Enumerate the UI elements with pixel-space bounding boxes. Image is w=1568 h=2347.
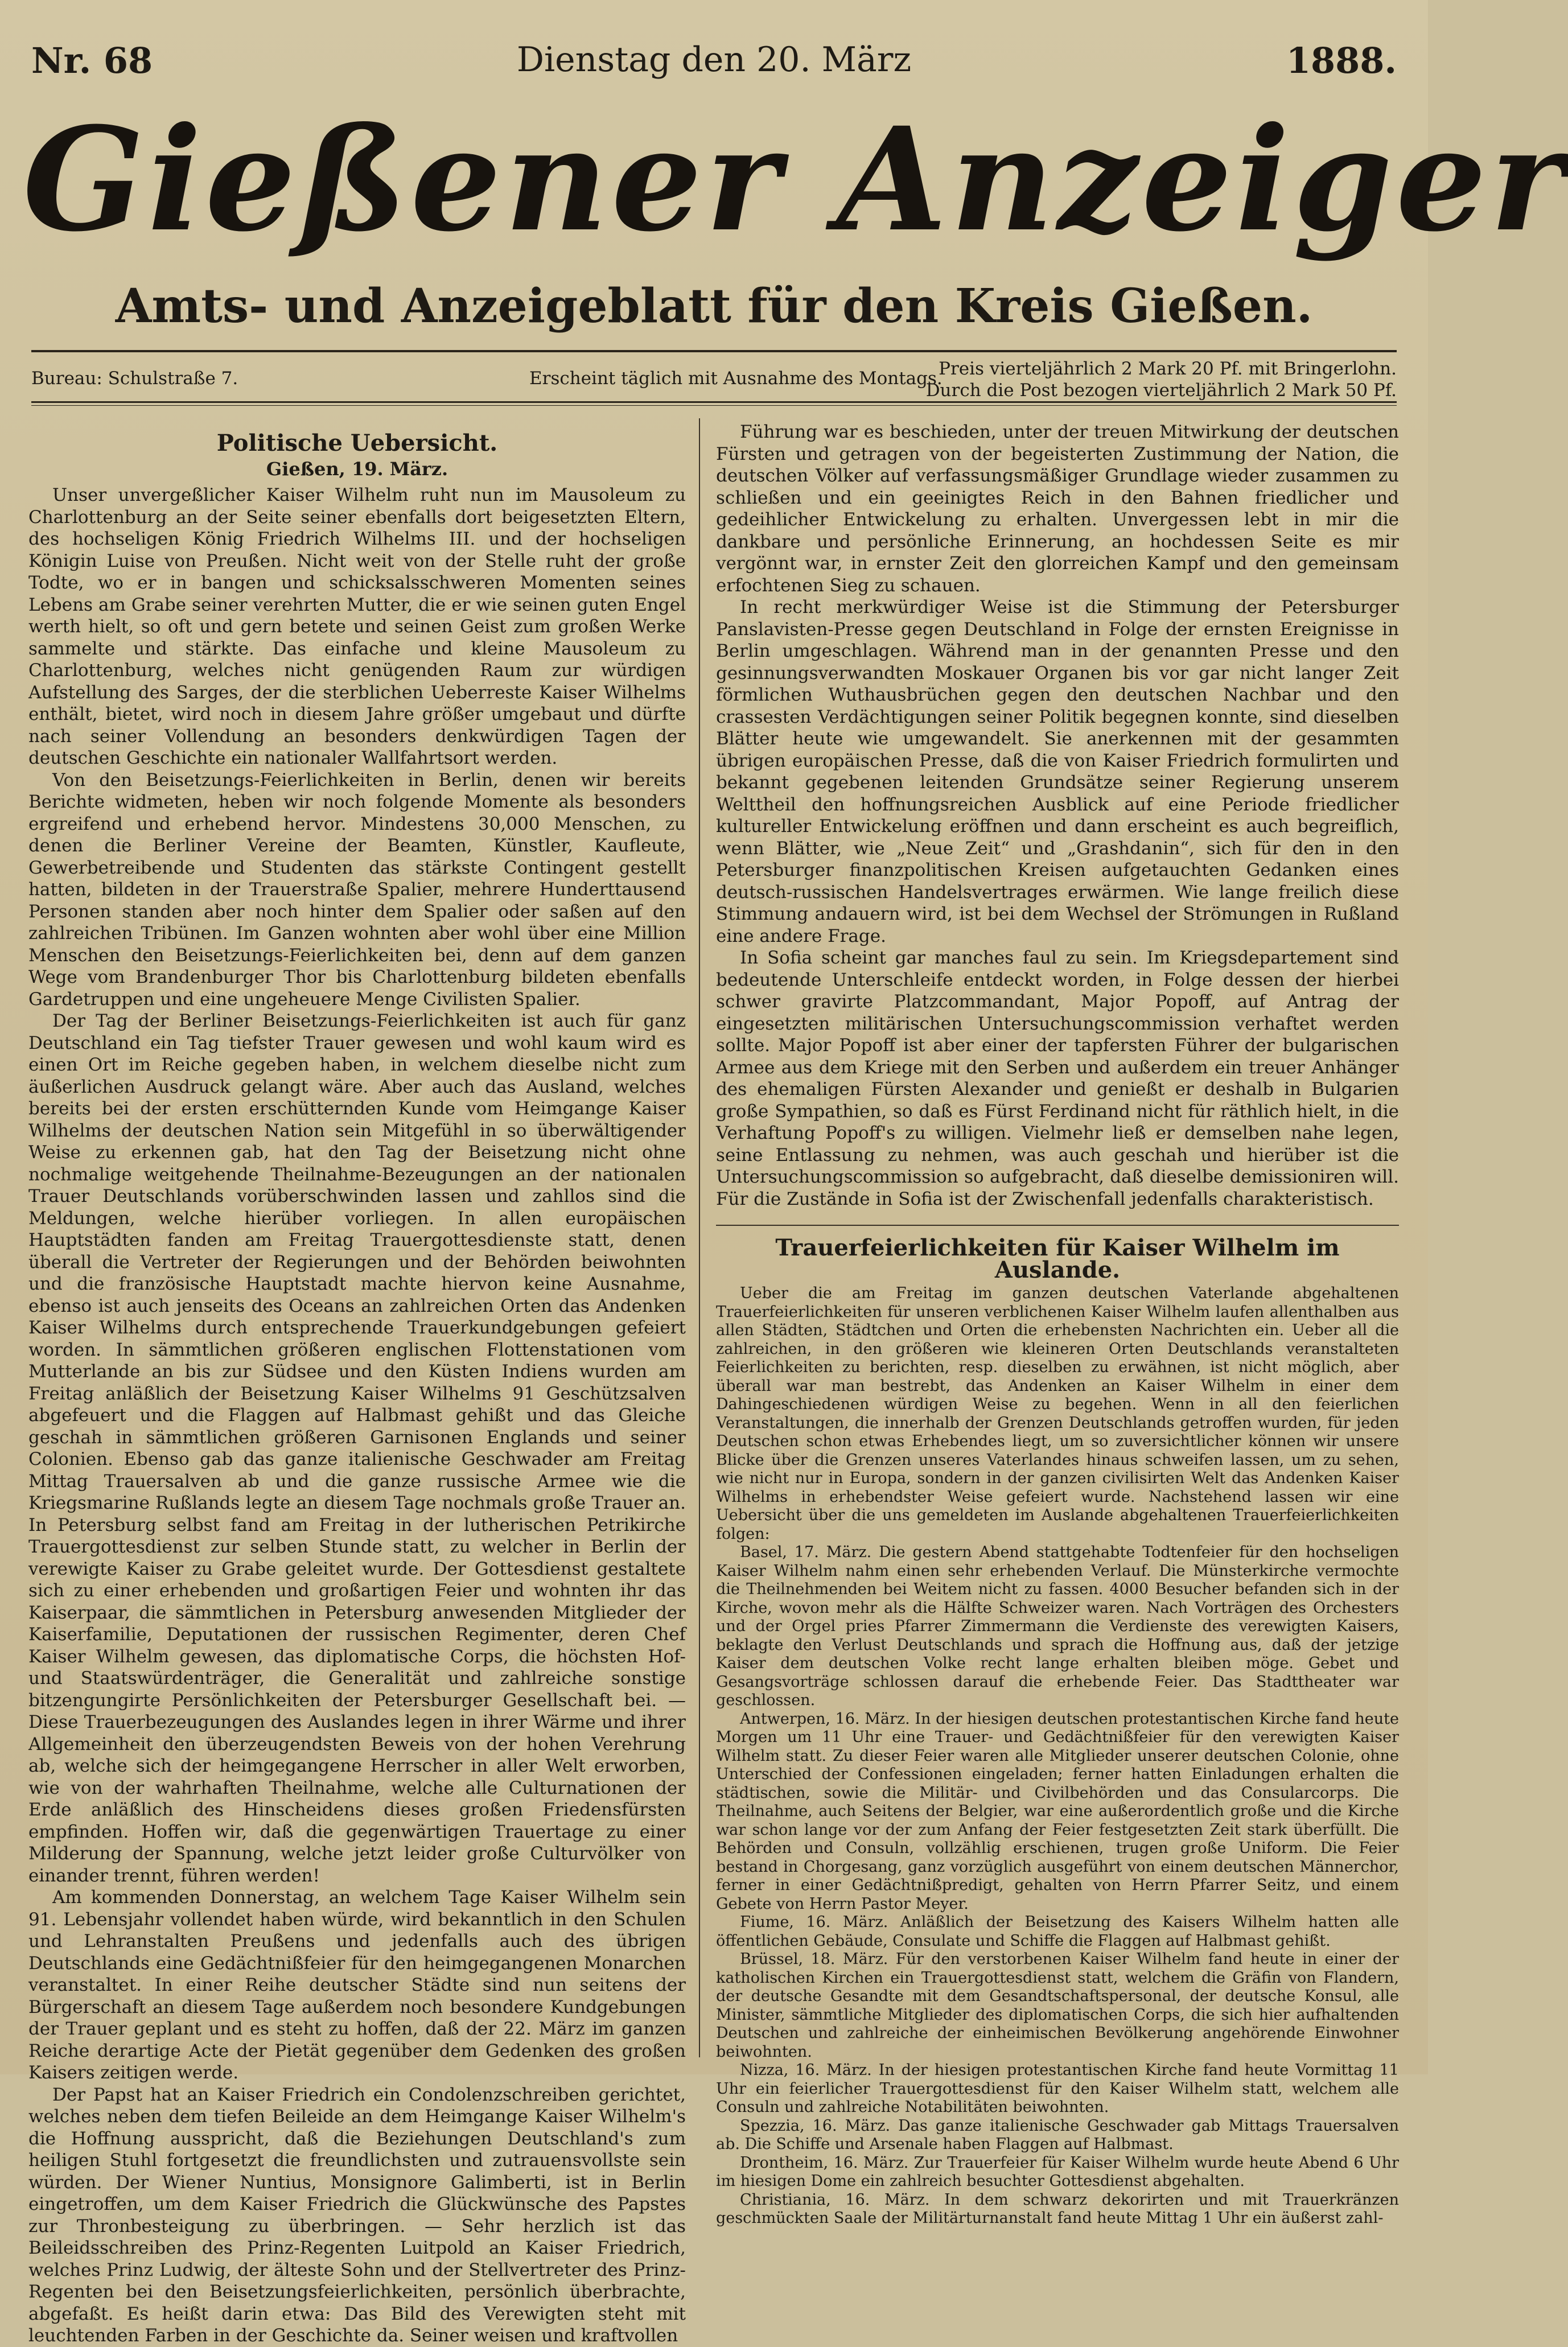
- right-column: [716, 421, 1399, 2227]
- header-rule-bottom: [31, 401, 1397, 403]
- report-paragraph: Brüssel, 18. März. Für den verstorbenen Kaiser Wilhelm fand heute in einer der katholischen Kirchen ein Trauergottesdienst statt, welchem die Gräfin von Flandern, der deutsche Gesandte mit dem Gesandtschaftspersonal, der deutsche Konsul, alle Minister, sämmtliche Mitglieder des diplomatischen Corps, die sich hier aufhaltenden Deutschen und zahlreiche der einheimischen Bevölkerung angehörende Einwohner beiwohnten.: [716, 1950, 1399, 2061]
- subscription-price: [926, 358, 1397, 401]
- report-paragraph: Fiume, 16. März. Anläßlich der Beisetzung des Kaisers Wilhelm hatten alle öffentlichen Gebäude, Consulate und Schiffe die Flaggen auf Halbmast gehißt.: [716, 1913, 1399, 1950]
- article-paragraph: Am kommenden Donnerstag, an welchem Tage Kaiser Wilhelm sein 91. Lebensjahr vollendet haben würde, wird bekanntlich in den Schulen und Lehranstalten Preußens und jedenfalls auch des übrigen Deutschlands eine Gedächtnißfeier für den heimgegangenen Monarchen veranstaltet. In einer Reihe deutscher Städte sind nun seitens der Bürgerschaft an diesem Tage außerdem noch besondere Kundgebungen der Trauer geplant und es steht zu hoffen, daß der 22. März im ganzen Reiche derartige Acte der Pietät gegenüber dem Gedenken des großen Kaisers zeitigen werde.: [28, 1887, 686, 2083]
- dateline: Gießen, 19. März.: [266, 458, 448, 480]
- article-paragraph: Der Tag der Berliner Beisetzungs-Feierlichkeiten ist auch für ganz Deutschland ein Tag tiefster Trauer gewesen und wohl kaum wird es einen Ort im Reiche gegeben haben, in welchem dieselbe nicht zum äußerlichen Ausdruck gelangt wäre. Aber auch das Ausland, welches bereits bei der ersten erschütternden Kunde vom Heimgange Kaiser Wilhelms der deutschen Nation sein Mitgefühl in so überwältigender Weise zu erkennen gab, hat den Tag der Beisetzung nicht ohne nochmalige weitgehende Theilnahme-Bezeugungen an der nationalen Trauer Deutschlands vorüberschwinden lassen und zahllos sind die Meldungen, welche hierüber vorliegen. In allen europäischen Hauptstädten fanden am Freitag Trauergottesdienste statt, denen überall die Vertreter der Regierungen und der Behörden beiwohnten und die französische Hauptstadt machte hiervon keine Ausnahme, ebenso ist auch jenseits des Oceans an zahlreichen Orten das Andenken Kaiser Wilhelms durch entsprechende Trauerkundgebungen gefeiert worden. In sämmtlichen größeren englischen Flottenstationen vom Mutterlande an bis zur Südsee und den Küsten Indiens wurden am Freitag anläßlich der Beisetzung Kaiser Wilhelms 91 Geschützsalven abgefeuert und die Flaggen auf Halbmast gehißt und das Gleiche geschah in sämmtlichen größeren Garnisonen Englands und seiner Colonien. Ebenso gab das ganze italienische Geschwader am Freitag Mittag Trauersalven ab und die ganze russische Armee wie die Kriegsmarine Rußlands legte an diesem Tage nochmals große Trauer an. In Petersburg selbst fand am Freitag in der lutherischen Petrikirche Trauergottesdienst zur selben Stunde statt, zu welcher in Berlin der verewigte Kaiser zu Grabe geleitet wurde. Der Gottesdienst gestaltete sich zu einer erhebenden und großartigen Feier und wohnten ihr das Kaiserpaar, die sämmtlichen in Petersburg anwesenden Mitglieder der Kaiserfamilie, Deputationen der russischen Regimenter, deren Chef Kaiser Wilhelm gewesen, das diplomatische Corps, die höchsten Hof- und Staatswürdenträger, die Generalität und zahlreiche sonstige bitzengungirte Persönlichkeiten der Petersburger Gesellschaft bei. — Diese Trauerbezeugungen des Auslandes legen in ihrer Wärme und ihrer Allgemeinheit den überzeugendsten Beweis von der hohen Verehrung ab, welche sich der heimgegangene Herrscher in aller Welt erworben, wie von der wahrhaften Theilnahme, welche alle Culturnationen der Erde anläßlich des Hinscheidens dieses großen Friedensfürsten empfinden. Hoffen wir, daß die gegenwärtigen Trauertage zu einer Milderung der Spannung, welche jetzt leider große Culturvölker von einander trennt, führen werden!: [28, 1011, 686, 1886]
- issue-year: 1888.: [1286, 40, 1397, 81]
- article-paragraph: Unser unvergeßlicher Kaiser Wilhelm ruht nun im Mausoleum zu Charlottenburg an der Seite seiner ebenfalls dort beigesetzten Eltern, des hochseligen König Friedrich Wilhelms III. und der hochseligen Königin Luise von Preußen. Nicht weit von der Stelle ruht der große Todte, wo er in bangen und schicksalsschweren Momenten seines Lebens am Grabe seiner verehrten Mutter, die er wie seinen guten Engel werth hielt, so oft und gern betete und seinen Geist zum großen Werke sammelte und stärkte. Das einfache und kleine Mausoleum zu Charlottenburg, welches nicht genügenden Raum zur würdigen Aufstellung des Sarges, der die sterblichen Ueberreste Kaiser Wilhelms enthält, bietet, wird noch in diesem Jahre größer umgebaut und dürfte nach seiner Vollendung an besonders denkwürdigen Tagen der deutschen Geschichte ein nationaler Wallfahrtsort werden.: [28, 485, 686, 768]
- report-paragraph: Nizza, 16. März. In der hiesigen protestantischen Kirche fand heute Vormittag 11 Uhr ein feierlicher Trauergottesdienst für den Kaiser Wilhelm statt, welchem alle Consuln und zahlreiche Notabilitäten beiwohnten.: [716, 2061, 1399, 2116]
- bureau-address: Bureau: Schulstraße 7.: [31, 368, 238, 389]
- report-paragraph: Basel, 17. März. Die gestern Abend stattgehabte Todtenfeier für den hochseligen Kaiser Wilhelm nahm einen sehr erhebenden Verlauf. Die Münsterkirche vermochte die Theilnehmenden bei Weitem nicht zu fassen. 4000 Besucher befanden sich in der Kirche, wovon mehr als die Hälfte Schweizer waren. Nach Vorträgen des Orchesters und der Orgel pries Pfarrer Zimmermann die Verdienste des verewigten Kaisers, beklagte den Verlust Deutschlands und sprach die Hoffnung aus, daß der jetzige Kaiser dem deutschen Volke recht lange erhalten bleiben möge. Gebet und Gesangsvorträge schlossen darauf die erhebende Feier. Das Stadttheater war geschlossen.: [716, 1543, 1399, 1709]
- section-heading-2: Trauerfeierlichkeiten für Kaiser Wilhelm im Auslande.: [775, 1234, 1340, 1283]
- price-line-2: Durch die Post bezogen vierteljährlich 2 Mark 50 Pf.: [925, 380, 1397, 401]
- article-paragraph: Der Papst hat an Kaiser Friedrich ein Condolenzschreiben gerichtet, welches neben dem tiefen Beileide an dem Heimgange Kaiser Wilhelm's die Hoffnung ausspricht, daß die Beziehungen Deutschland's zum heiligen Stuhl fortgesetzt die freundlichsten und zutrauensvollste sein würden. Der Wiener Nuntius, Monsignore Galimberti, ist in Berlin eingetroffen, um dem Kaiser Friedrich die Glückwünsche des Papstes zur Thronbesteigung zu überbringen. — Sehr herzlich ist das Beileidsschreiben des Prinz-Regenten Luitpold an Kaiser Friedrich, welches Prinz Ludwig, der älteste Sohn und der Stellvertreter des Prinz-Regenten bei den Beisetzungsfeierlichkeiten, persönlich überbrachte, abgefaßt. Es heißt darin etwa: Das Bild des Verewigten steht mit leuchtenden Farben in der Geschichte da. Seiner weisen und kraftvollen: [28, 2084, 686, 2346]
- publication-schedule: Erscheint täglich mit Ausnahme des Montags.: [529, 368, 943, 389]
- issue-date: Dienstag den 20. März: [516, 40, 912, 80]
- report-paragraph: Spezzia, 16. März. Das ganze italienische Geschwader gab Mittags Trauersalven ab. Die Schiffe und Arsenale haben Flaggen auf Halbmast.: [716, 2117, 1399, 2153]
- left-column: [28, 421, 686, 2346]
- report-paragraph: Drontheim, 16. März. Zur Trauerfeier für Kaiser Wilhelm wurde heute Abend 6 Uhr im hiesigen Dome ein zahlreich besuchter Gottesdienst abgehalten.: [716, 2154, 1399, 2190]
- issue-line: [31, 34, 1397, 97]
- header-rule-top: [31, 350, 1397, 352]
- report-paragraph: Antwerpen, 16. März. In der hiesigen deutschen protestantischen Kirche fand heute Morgen um 11 Uhr eine Trauer- und Gedächtnißfeier für den verewigten Kaiser Wilhelm statt. Zu dieser Feier waren alle Mitglieder unserer deutschen Colonie, ohne Unterschied der Confessionen eingeladen; ferner hatten Einladungen erhalten die städtischen, sowie die Militär- und Civilbehörden und das Consularcorps. Die Theilnahme, auch Seitens der Belgier, war eine außerordentlich große und die Kirche war schon lange vor der zum Anfang der Feier festgesetzten Zeit stark überfüllt. Die Behörden und Consuln, vollzählig erschienen, trugen große Uniform. Die Feier bestand in Chorgesang, ganz vorzüglich ausgeführt von einem deutschen Männerchor, ferner in einer Gedächtnißpredigt, gehalten von Herrn Pfarrer Seitz, und einem Gebete von Herrn Pastor Meyer.: [716, 1710, 1399, 1913]
- section-heading: Politische Uebersicht.: [216, 430, 498, 456]
- article-paragraph: Führung war es beschieden, unter der treuen Mitwirkung der deutschen Fürsten und getragen von der begeisterten Zustimmung der Nation, die deutschen Völker auf verfassungsmäßiger Grundlage wieder zusammen zu schließen und ein geeinigtes Reich in den Bahnen friedlicher und gedeihlicher Entwickelung zu erhalten. Unvergessen lebt in mir die dankbare und persönliche Erinnerung, an hochdessen Seite es mir vergönnt war, in ernster Zeit den glorreichen Kampf und den gemeinsam erfochtenen Sieg zu schauen.: [716, 422, 1399, 596]
- info-bar: [31, 356, 1397, 401]
- masthead-title: Gießener Anzeiger: [23, 96, 1568, 263]
- article-paragraph: In Sofia scheint gar manches faul zu sein. Im Kriegsdepartement sind bedeutende Unterschleife entdeckt worden, in Folge dessen der hierbei schwer gravirte Platzcommandant, Major Popoff, auf Antrag der eingesetzten militärischen Untersuchungscommission verhaftet werden sollte. Major Popoff ist aber einer der tapfersten Führer der bulgarischen Armee aus dem Kriege mit den Serben und außerdem ein treuer Anhänger des ehemaligen Fürsten Alexander und genießt er deshalb in Bulgarien große Sympathien, so daß es Fürst Ferdinand nicht für räthlich hielt, in die Verhaftung Popoff's zu willigen. Vielmehr ließ er demselben nahe legen, seine Entlassung zu nehmen, was auch geschah und hierüber ist die Untersuchungscommission so aufgebracht, daß dieselbe demissioniren will. Für die Zustände in Sofia ist der Zwischenfall jedenfalls charakteristisch.: [716, 948, 1399, 1209]
- issue-number: Nr. 68: [31, 40, 153, 81]
- report-paragraph: Christiania, 16. März. In dem schwarz dekorirten und mit Trauerkränzen geschmückten Saale der Militärturnanstalt fand heute Mittag 1 Uhr ein äußerst zahl-: [716, 2190, 1399, 2227]
- column-divider: [699, 418, 700, 2057]
- report-paragraph: Ueber die am Freitag im ganzen deutschen Vaterlande abgehaltenen Trauerfeierlichkeiten für unseren verblichenen Kaiser Wilhelm laufen allenthalben aus allen Städten, Städtchen und Orten die erhebensten Nachrichten ein. Ueber all die zahlreichen, in den größeren wie kleineren Orten Deutschlands veranstalteten Feierlichkeiten zu berichten, resp. dieselben zu erwähnen, ist nicht möglich, aber überall war man bestrebt, das Andenken an Kaiser Wilhelm in einer dem Dahingeschiedenen würdigen Weise zu begehen. Wenn in all den feierlichen Veranstaltungen, die innerhalb der Grenzen Deutschlands getroffen wurden, für jeden Deutschen schon etwas Erhebendes liegt, um so zuversichtlicher können wir unsere Blicke über die Grenzen unseres Vaterlandes hinaus schweifen lassen, um zu sehen, wie nicht nur in Europa, sondern in der ganzen civilisirten Welt das Andenken Kaiser Wilhelms in erhebendster Weise gefeiert wurde. Nachstehend lassen wir eine Uebersicht über die uns gemeldeten im Auslande abgehaltenen Trauerfeierlichkeiten folgen:: [716, 1284, 1399, 1543]
- article-paragraph: Von den Beisetzungs-Feierlichkeiten in Berlin, denen wir bereits Berichte widmeten, heben wir noch folgende Momente als besonders ergreifend und erhebend hervor. Mindestens 30,000 Menschen, zu denen die Berliner Vereine der Beamten, Künstler, Kaufleute, Gewerbetreibende und Studenten das stärkste Contingent gestellt hatten, bildeten in der Trauerstraße Spalier, mehrere Hunderttausend Personen standen aber noch hinter dem Spalier oder saßen auf den zahlreichen Tribünen. Im Ganzen wohnten aber wohl über eine Million Menschen den Beisetzungs-Feierlichkeiten bei, denn auf dem ganzen Wege vom Brandenburger Thor bis Charlottenburg bildeten ebenfalls Gardetruppen und eine ungeheuere Menge Civilisten Spalier.: [28, 769, 686, 1010]
- masthead-subtitle: Amts- und Anzeigeblatt für den Kreis Gießen.: [115, 279, 1313, 333]
- price-line-1: Preis vierteljährlich 2 Mark 20 Pf. mit Bringerlohn.: [939, 359, 1397, 379]
- article-paragraph: In recht merkwürdiger Weise ist die Stimmung der Petersburger Panslavisten-Presse gegen Deutschland in Folge der ernsten Ereignisse in Berlin umgeschlagen. Während man in der genannten Presse und den gesinnungsverwandten Moskauer Organen bis vor gar nicht langer Zeit förmlichen Wuthausbrüchen gegen den deutschen Nachbar und den crassesten Verdächtigungen seiner Politik begegnen konnte, sind dieselben Blätter heute wie umgewandelt. Sie anerkennen mit der gesammten übrigen europäischen Presse, daß die von Kaiser Friedrich formulirten und bekannt gegebenen leitenden Grundsätze seiner Regierung unserem Welttheil den hoffnungsreichen Ausblick auf eine Periode friedlicher kultureller Entwickelung eröffnen und dann erscheint es auch begreiflich, wenn Blätter, wie „Neue Zeit“ und „Grashdanin“, sich für den in den Petersburger finanzpolitischen Kreisen aufgetauchten Gedanken eines deutsch-russischen Handelsvertrages erwärmen. Wie lange freilich diese Stimmung andauern wird, ist bei dem Wechsel der Strömungen in Rußland eine andere Frage.: [716, 597, 1399, 946]
- header-rule-bottom-thin: [31, 405, 1397, 406]
- section-rule: [716, 1225, 1399, 1226]
